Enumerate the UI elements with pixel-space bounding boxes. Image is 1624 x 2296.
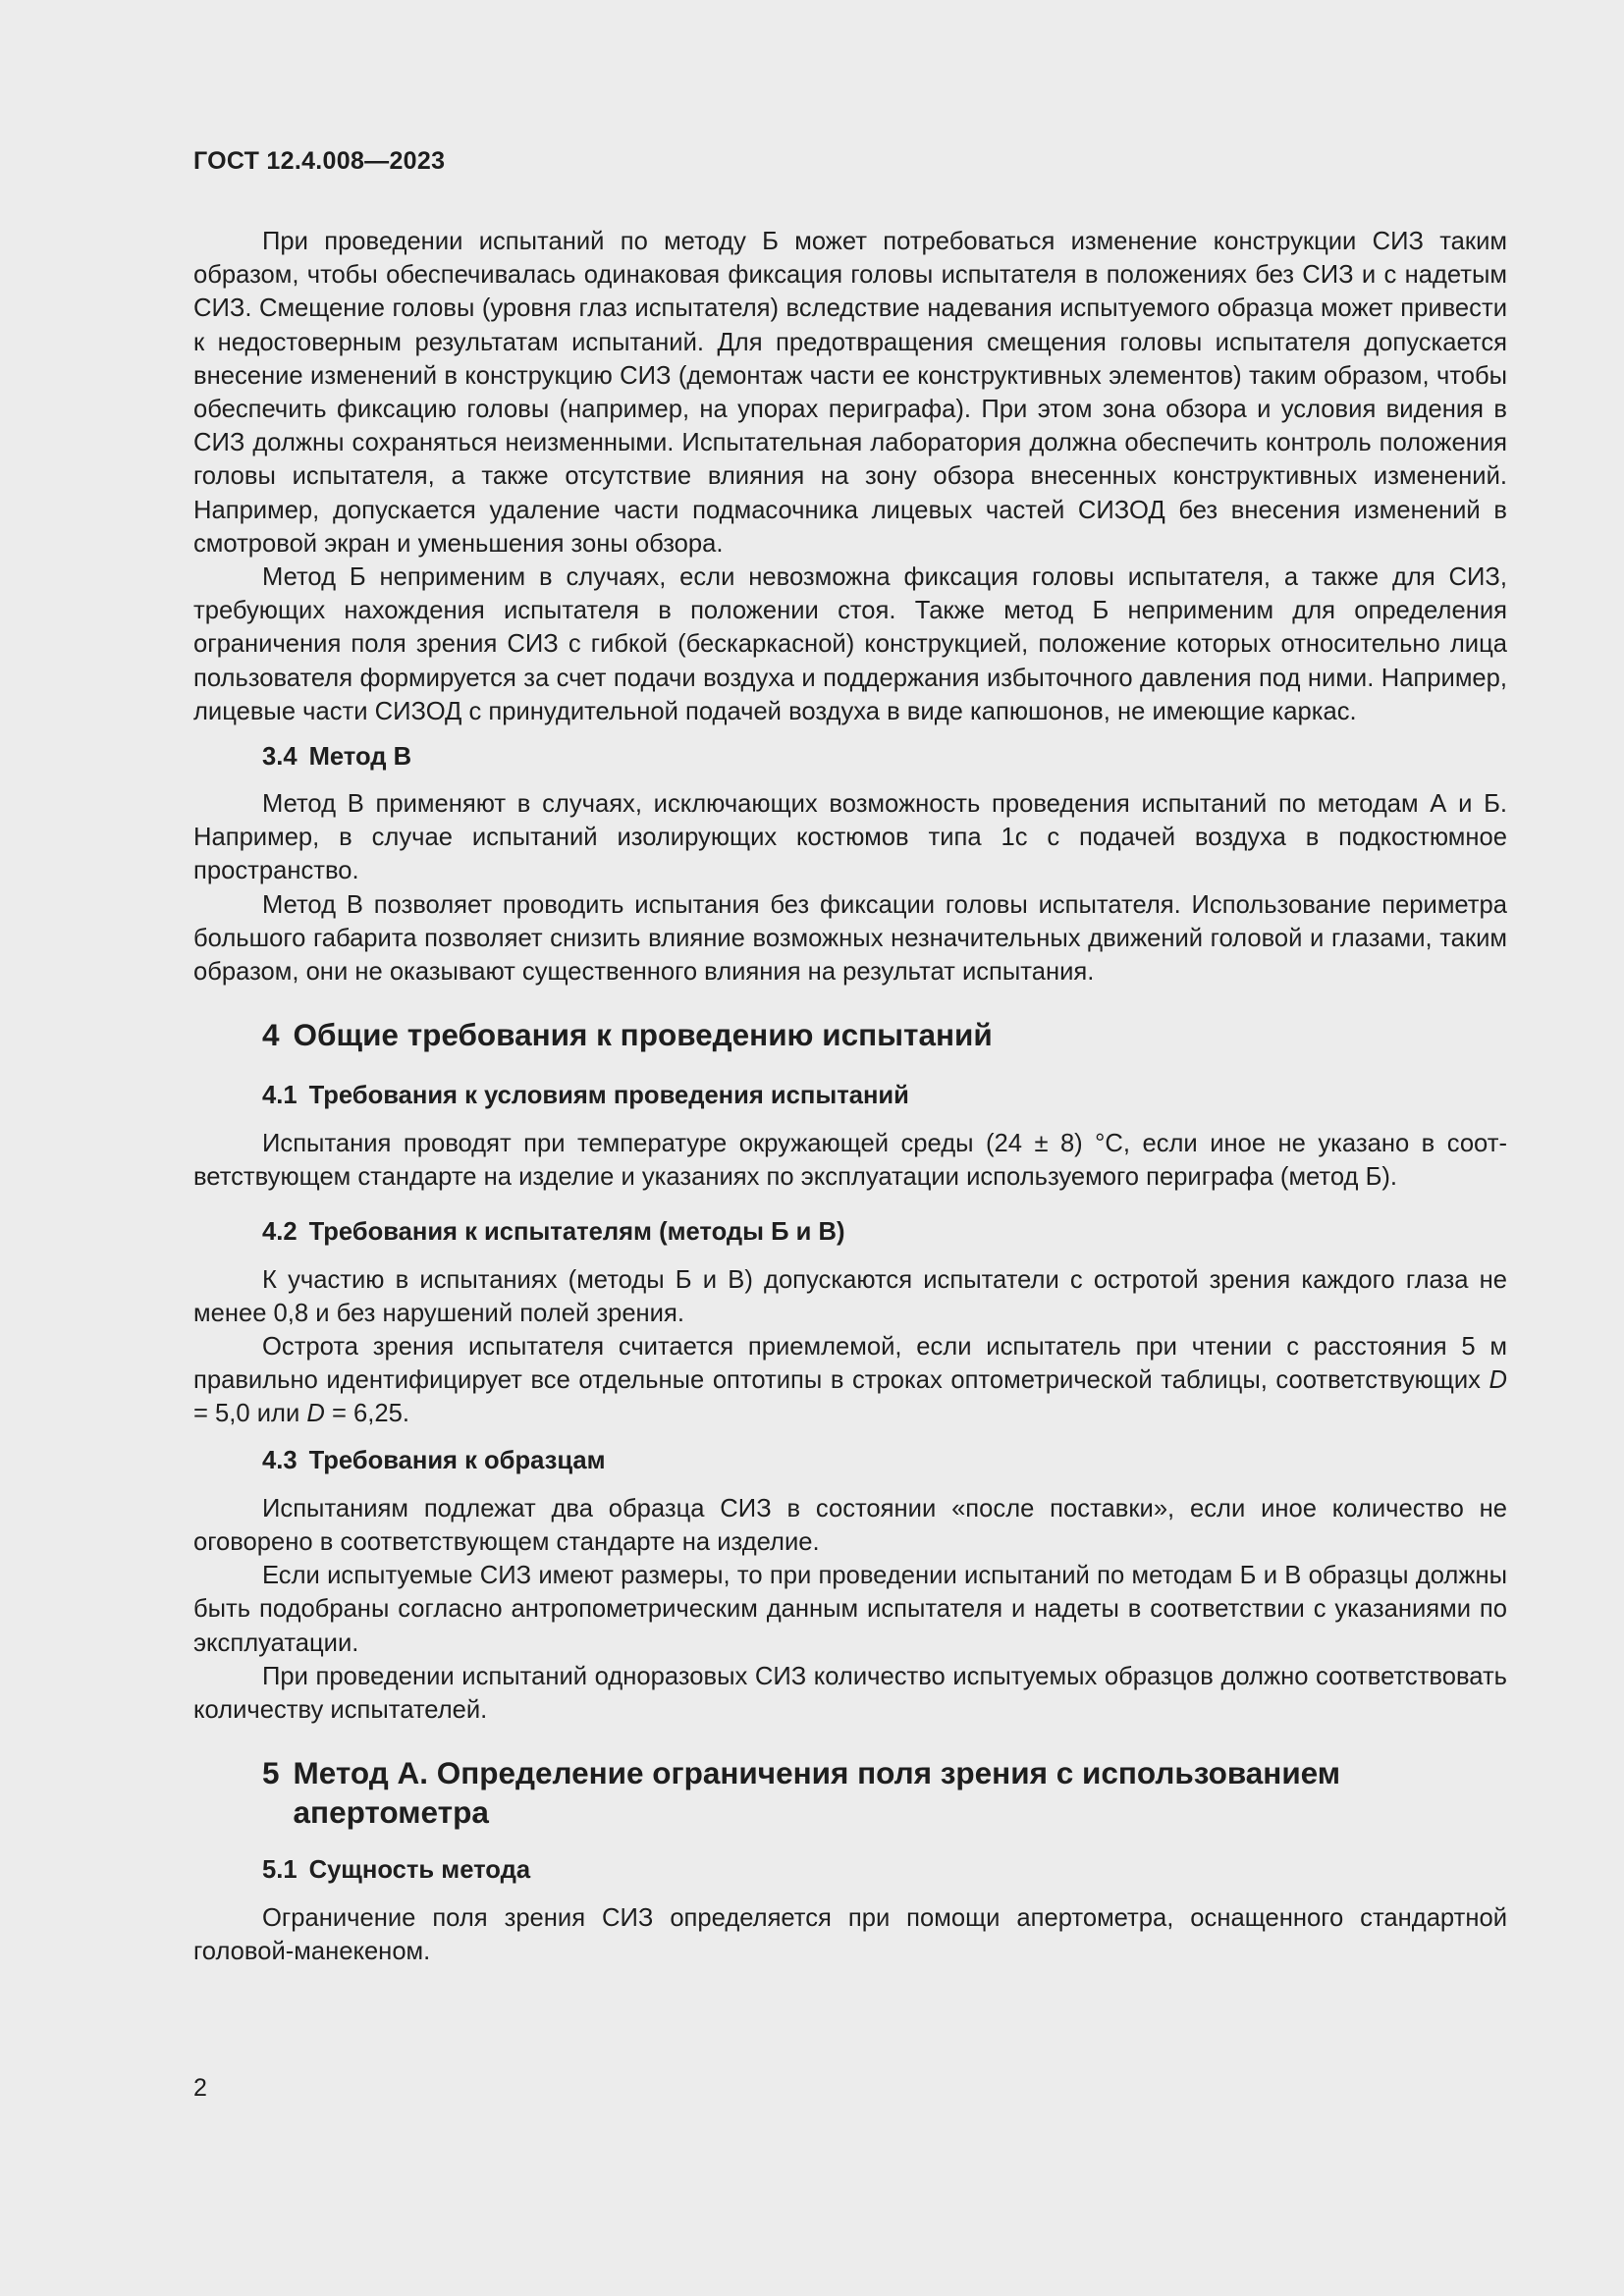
equation-text: = 5,0 или <box>193 1400 307 1428</box>
paragraph: Метод В применяют в случаях, исключающих возможность проведения испытаний по методам А и Б. Например, в случае испытаний изолирующих костюмов типа 1с с подачей воздуха в подкостюмное пространство. <box>193 790 1507 885</box>
paragraph: К участию в испытаниях (методы Б и В) допускаются испытатели с остротой зрения каждого глаза не менее 0,8 и без нарушений полей зрения. <box>193 1265 1507 1327</box>
section-number: 4.1 <box>262 1082 298 1110</box>
section-heading-4-2 <box>193 1215 1507 1249</box>
document-body <box>193 225 1507 1969</box>
section-number: 4.2 <box>262 1217 298 1246</box>
paragraph: Метод В позволяет проводить испытания без фиксации головы испытателя. Использование периметра большого габарита позволяет снизить влияние возможных незначительных движений головой и глазами, таким образом, они не оказывают существенного влияния на результат испытания. <box>193 890 1507 987</box>
section-number: 5.1 <box>262 1856 298 1885</box>
paragraph: Если испытуемые СИЗ имеют размеры, то при проведении испытаний по методам Б и В образцы должны быть подобраны согласно антропометрическим данным испытателя и надеты в соответствии с указаниями по эксплуатации. <box>193 1562 1507 1657</box>
section-title: Требования к условиям проведения испытаний <box>308 1082 909 1110</box>
paragraph: Метод Б неприменим в случаях, если невозможна фиксация головы испытателя, а также для СИЗ, требующих нахождения испытателя в положении стоя. Также метод Б неприменим для определения ограничения поля зрения СИЗ с гибкой (бескаркасной) конструкцией, положение которых относительно лица пользователя формируется за счет подачи воздуха и поддержания избыточного давления под ними. Например, лицевые части СИЗОД с принудительной подачей воздуха в виде капюшонов, не имеющие каркас. <box>193 563 1507 725</box>
section-number: 3.4 <box>262 743 298 772</box>
paragraph-text: Острота зрения испытателя считается приемлемой, если испытатель при чтении с расстояния 5 м правильно идентифицирует все отдельные оптотипы в строках оптометрической таблицы, соответствующих <box>193 1333 1507 1395</box>
section-heading-4 <box>193 1015 1507 1054</box>
section-number: 4.3 <box>262 1446 298 1474</box>
section-number: 4 <box>262 1017 280 1053</box>
section-number: 5 <box>262 1755 280 1791</box>
section-heading-4-3 <box>193 1444 1507 1477</box>
paragraph: Испытаниям подлежат два образца СИЗ в состоянии «после поставки», если иное количество не оговорено в соответствующем стандарте на изделие. <box>193 1494 1507 1556</box>
paragraph: Ограничение поля зрения СИЗ определяется при помощи апертометра, оснащенного стандартной головой-манекеном. <box>193 1904 1507 1966</box>
document-header: ГОСТ 12.4.008—2023 <box>193 147 446 175</box>
section-heading-5 <box>193 1753 1507 1832</box>
paragraph: При проведении испытаний по методу Б может потребоваться изменение конструкции СИЗ таким образом, чтобы обеспечивалась одинаковая фиксация головы испытателя в положениях без СИЗ и с надетым СИЗ. Смещение головы (уровня глаз испытателя) вследствие надевания испытуемого образца может привести к недостоверным результатам испытаний. Для предотвращения смещения головы испытателя допускается внесение изменений в конструкцию СИЗ (демонтаж части ее конструктивных элементов) таким образом, чтобы обеспечить фиксацию головы (например, на упорах периграфа). При этом зона обзора и условия видения в СИЗ должны сохраняться неизменными. Испытательная лаборатория должна обеспечить контроль положения головы испытателя, а также отсутствие влияния на зону обзора внесенных конструктивных изменений. Например, допускается удаление части подмасочника лицевых частей СИЗОД без внесения изменений в смотровой экран и уменьшения зоны обзора. <box>193 228 1507 558</box>
section-title: Сущность метода <box>308 1856 531 1885</box>
section-title: Метод В <box>308 743 412 772</box>
variable-d: D <box>1489 1366 1507 1395</box>
paragraph: При проведении испытаний одноразовых СИЗ количество испытуемых образцов должно соответствовать количеству испытателей. <box>193 1662 1507 1724</box>
section-title: Требования к образцам <box>308 1446 606 1474</box>
equation-text: = 6,25. <box>324 1400 409 1428</box>
section-heading-4-1 <box>193 1079 1507 1112</box>
variable-d: D <box>306 1400 325 1428</box>
paragraph: Испытания проводят при температуре окружающей среды (24 ± 8) °С, если иное не указано в соответствующем стандарте на изделие и указаниях по эксплуатации используемого периграфа (метод Б). <box>193 1130 1507 1192</box>
page-number: 2 <box>193 2074 207 2102</box>
paragraph <box>193 1330 1507 1431</box>
section-title: Метод А. Определение ограничения поля зрения с использованием апертометра <box>293 1755 1341 1831</box>
section-title: Общие требования к проведению испытаний <box>293 1017 993 1053</box>
section-heading-5-1 <box>193 1853 1507 1887</box>
section-heading-3-4 <box>193 740 1507 774</box>
section-title: Требования к испытателям (методы Б и В) <box>308 1217 845 1246</box>
